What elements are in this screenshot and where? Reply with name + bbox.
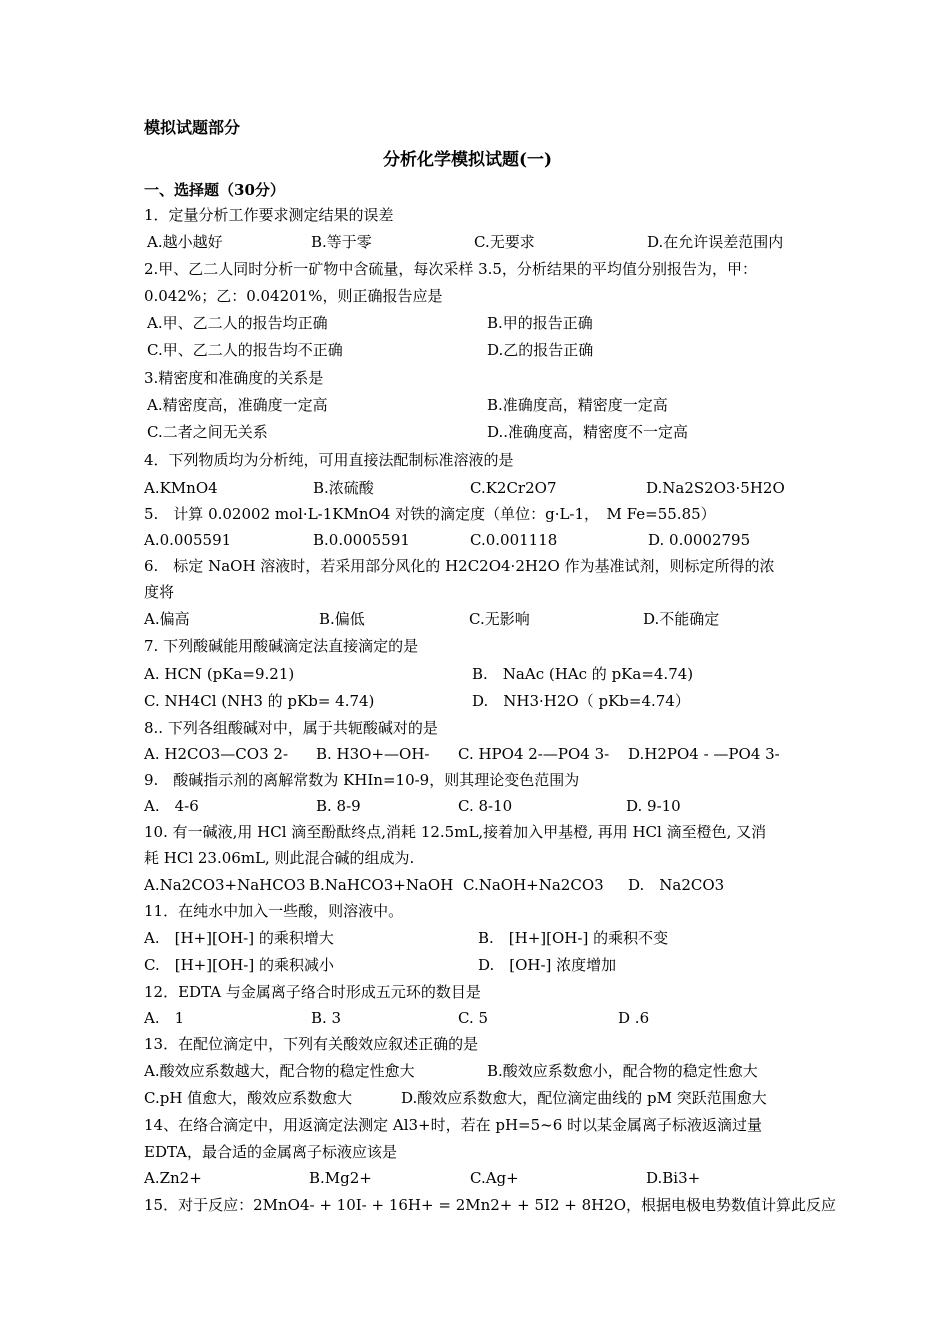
q1-option-a: A.越小越好 (147, 233, 223, 251)
q4-option-a: A.KMnO4 (144, 479, 218, 497)
q14-option-b: B.Mg2+ (309, 1169, 372, 1187)
q4-option-b: B.浓硫酸 (313, 479, 374, 497)
q2-option-d: D.乙的报告正确 (487, 341, 594, 359)
q13-option-d: D.酸效应系数愈大，配位滴定曲线的 pM 突跃范围愈大 (401, 1089, 767, 1107)
q2-option-b: B.甲的报告正确 (487, 314, 593, 332)
q5-option-d: D. 0.0002795 (648, 531, 751, 549)
question-13: 13．在配位滴定中，下列有关酸效应叙述正确的是 (144, 1035, 479, 1053)
q9-option-c: C. 8-10 (458, 797, 513, 815)
question-7: 7. 下列酸碱能用酸碱滴定法直接滴定的是 (144, 637, 419, 655)
q10-option-b: B.NaHCO3+NaOH (309, 876, 454, 894)
q2-option-c: C.甲、乙二人的报告均不正确 (147, 341, 343, 359)
question-6-cont: 度将 (144, 583, 175, 601)
q6-option-a: A.偏高 (144, 610, 190, 628)
q14-option-a: A.Zn2+ (144, 1169, 202, 1187)
q6-option-c: C.无影响 (469, 610, 530, 628)
question-9: 9. 酸碱指示剂的离解常数为 KHIn=10-9，则其理论变色范围为 (144, 771, 580, 789)
q13-option-c: C.pH 值愈大，酸效应系数愈大 (144, 1089, 353, 1107)
q5-option-c: C.0.001118 (470, 531, 558, 549)
question-11: 11．在纯水中加入一些酸，则溶液中。 (144, 902, 404, 920)
q10-option-c: C.NaOH+Na2CO3 (463, 876, 604, 894)
q10-option-a: A.Na2CO3+NaHCO3 (144, 876, 306, 894)
q14-option-c: C.Ag+ (470, 1169, 519, 1187)
q11-option-a: A. [H+][OH-] 的乘积增大 (144, 929, 334, 947)
q12-option-c: C. 5 (458, 1009, 489, 1027)
q7-option-c: C. NH4Cl (NH3 的 pKb= 4.74) (144, 692, 375, 710)
q3-option-d: D..准确度高，精密度不一定高 (487, 423, 689, 441)
q9-option-d: D. 9-10 (626, 797, 681, 815)
question-12: 12．EDTA 与金属离子络合时形成五元环的数目是 (144, 983, 481, 1001)
q7-option-b: B. NaAc (HAc 的 pKa=4.74) (472, 665, 694, 683)
question-3: 3.精密度和准确度的关系是 (144, 369, 324, 387)
q13-option-b: B.酸效应系数愈小，配合物的稳定性愈大 (487, 1062, 758, 1080)
q9-option-a: A. 4-6 (144, 797, 199, 815)
question-4: 4．下列物质均为分析纯，可用直接法配制标准溶液的是 (144, 451, 514, 469)
q8-option-d: D.H2PO4 - —PO4 3- (628, 745, 780, 763)
q3-option-c: C.二者之间无关系 (147, 423, 268, 441)
q3-option-a: A.精密度高，准确度一定高 (147, 396, 328, 414)
q11-option-c: C. [H+][OH-] 的乘积减小 (144, 956, 334, 974)
q13-option-a: A.酸效应系数越大，配合物的稳定性愈大 (144, 1062, 415, 1080)
question-6: 6. 标定 NaOH 溶液时，若采用部分风化的 H2C2O4·2H2O 作为基准试剂，则标定所得的浓 (144, 557, 775, 575)
q6-option-d: D.不能确定 (643, 610, 720, 628)
q5-option-a: A.0.005591 (144, 531, 232, 549)
part-heading: 一、选择题（30分） (144, 181, 285, 199)
q4-option-d: D.Na2S2O3·5H2O (646, 479, 785, 497)
q5-option-b: B.0.0005591 (313, 531, 410, 549)
q7-option-d: D. NH3·H2O（ pKb=4.74） (472, 692, 690, 710)
q14-option-d: D.Bi3+ (646, 1169, 701, 1187)
question-2-cont: 0.042%；乙：0.04201%，则正确报告应是 (144, 287, 443, 305)
q7-option-a: A. HCN (pKa=9.21) (144, 665, 295, 683)
question-10-cont: 耗 HCl 23.06mL, 则此混合碱的组成为. (144, 849, 415, 867)
q1-option-d: D.在允许误差范围内 (647, 233, 784, 251)
q9-option-b: B. 8-9 (316, 797, 361, 815)
question-10: 10. 有一碱液,用 HCl 滴至酚酞终点,消耗 12.5mL,接着加入甲基橙, 再用 HCl 滴至橙色, 又消 (144, 823, 767, 841)
q12-option-b: B. 3 (311, 1009, 342, 1027)
question-14-cont: EDTA，最合适的金属离子标液应该是 (144, 1143, 397, 1161)
page-title: 分析化学模拟试题(一) (383, 150, 553, 170)
question-1: 1．定量分析工作要求测定结果的误差 (144, 206, 394, 224)
q3-option-b: B.准确度高，精密度一定高 (487, 396, 668, 414)
q12-option-d: D .6 (618, 1009, 650, 1027)
section-header: 模拟试题部分 (144, 118, 241, 137)
q1-option-b: B.等于零 (311, 233, 372, 251)
q8-option-b: B. H3O+—OH- (316, 745, 430, 763)
question-14: 14、在络合滴定中，用返滴定法测定 Al3+时，若在 pH=5~6 时以某金属离子标液返滴过量 (144, 1116, 763, 1134)
question-8: 8.. 下列各组酸碱对中，属于共轭酸碱对的是 (144, 719, 438, 737)
question-15: 15．对于反应：2MnO4- + 10I- + 16H+ = 2Mn2+ + 5I2 + 8H2O，根据电极电势数值计算此反应 (144, 1196, 837, 1214)
q11-option-b: B. [H+][OH-] 的乘积不变 (478, 929, 669, 947)
q4-option-c: C.K2Cr2O7 (470, 479, 557, 497)
q10-option-d: D. Na2CO3 (628, 876, 725, 894)
question-5: 5. 计算 0.02002 mol·L-1KMnO4 对铁的滴定度（单位：g·L-1， M Fe=55.85） (144, 505, 716, 523)
q11-option-d: D. [OH-] 浓度增加 (478, 956, 617, 974)
q1-option-c: C.无要求 (474, 233, 535, 251)
q2-option-a: A.甲、乙二人的报告均正确 (147, 314, 328, 332)
q8-option-a: A. H2CO3—CO3 2- (144, 745, 289, 763)
q8-option-c: C. HPO4 2-—PO4 3- (458, 745, 610, 763)
q12-option-a: A. 1 (144, 1009, 185, 1027)
question-2: 2.甲、乙二人同时分析一矿物中含硫量，每次采样 3.5，分析结果的平均值分别报告为，甲： (144, 260, 757, 278)
q6-option-b: B.偏低 (319, 610, 365, 628)
